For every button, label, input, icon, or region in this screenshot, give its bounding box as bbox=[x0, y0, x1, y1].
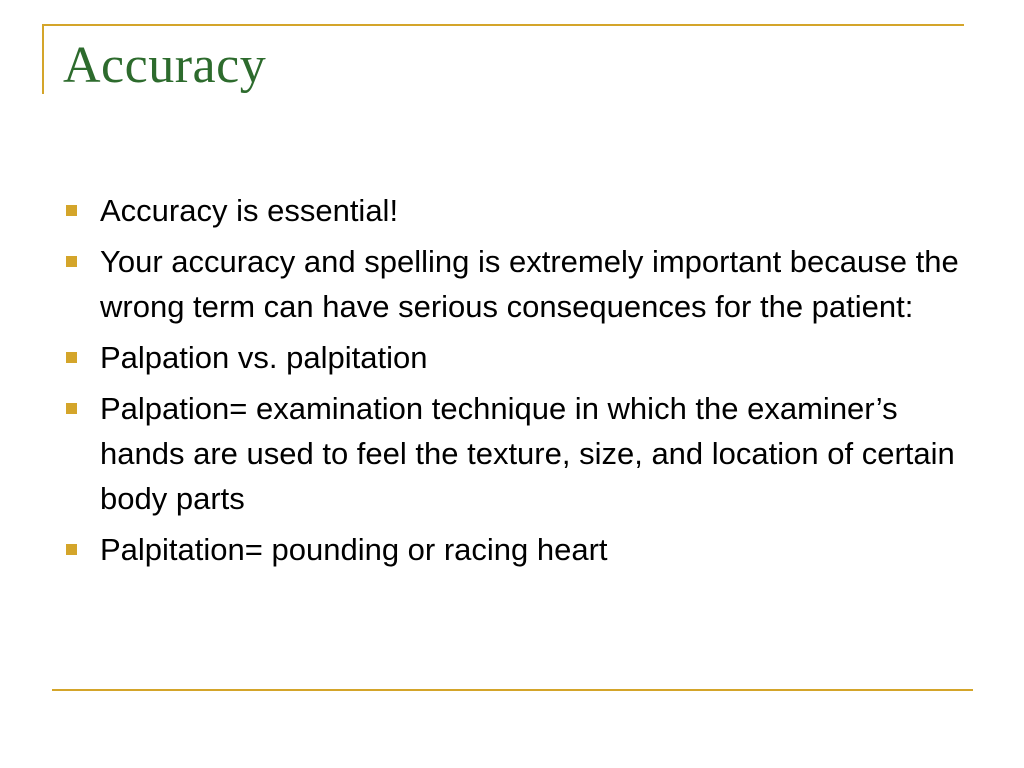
bullet-text: Palpation vs. palpitation bbox=[100, 340, 428, 375]
bullet-item bbox=[62, 386, 962, 521]
bullet-list bbox=[62, 188, 962, 578]
slide-title: Accuracy bbox=[63, 37, 267, 94]
top-border-line bbox=[42, 24, 964, 26]
bullet-text: Your accuracy and spelling is extremely important because the wrong term can have serious consequences for the patient: bbox=[100, 244, 959, 324]
square-bullet-icon bbox=[66, 544, 77, 555]
square-bullet-icon bbox=[66, 256, 77, 267]
bullet-text: Accuracy is essential! bbox=[100, 193, 399, 228]
footer-divider-line bbox=[52, 689, 973, 691]
bullet-item bbox=[62, 527, 962, 572]
square-bullet-icon bbox=[66, 352, 77, 363]
bullet-text: Palpation= examination technique in which the examiner’s hands are used to feel the texture, size, and location of certain body parts bbox=[100, 391, 955, 516]
square-bullet-icon bbox=[66, 205, 77, 216]
bullet-text: Palpitation= pounding or racing heart bbox=[100, 532, 608, 567]
bullet-item bbox=[62, 239, 962, 329]
square-bullet-icon bbox=[66, 403, 77, 414]
bullet-item bbox=[62, 188, 962, 233]
left-border-line bbox=[42, 24, 44, 94]
bullet-item bbox=[62, 335, 962, 380]
